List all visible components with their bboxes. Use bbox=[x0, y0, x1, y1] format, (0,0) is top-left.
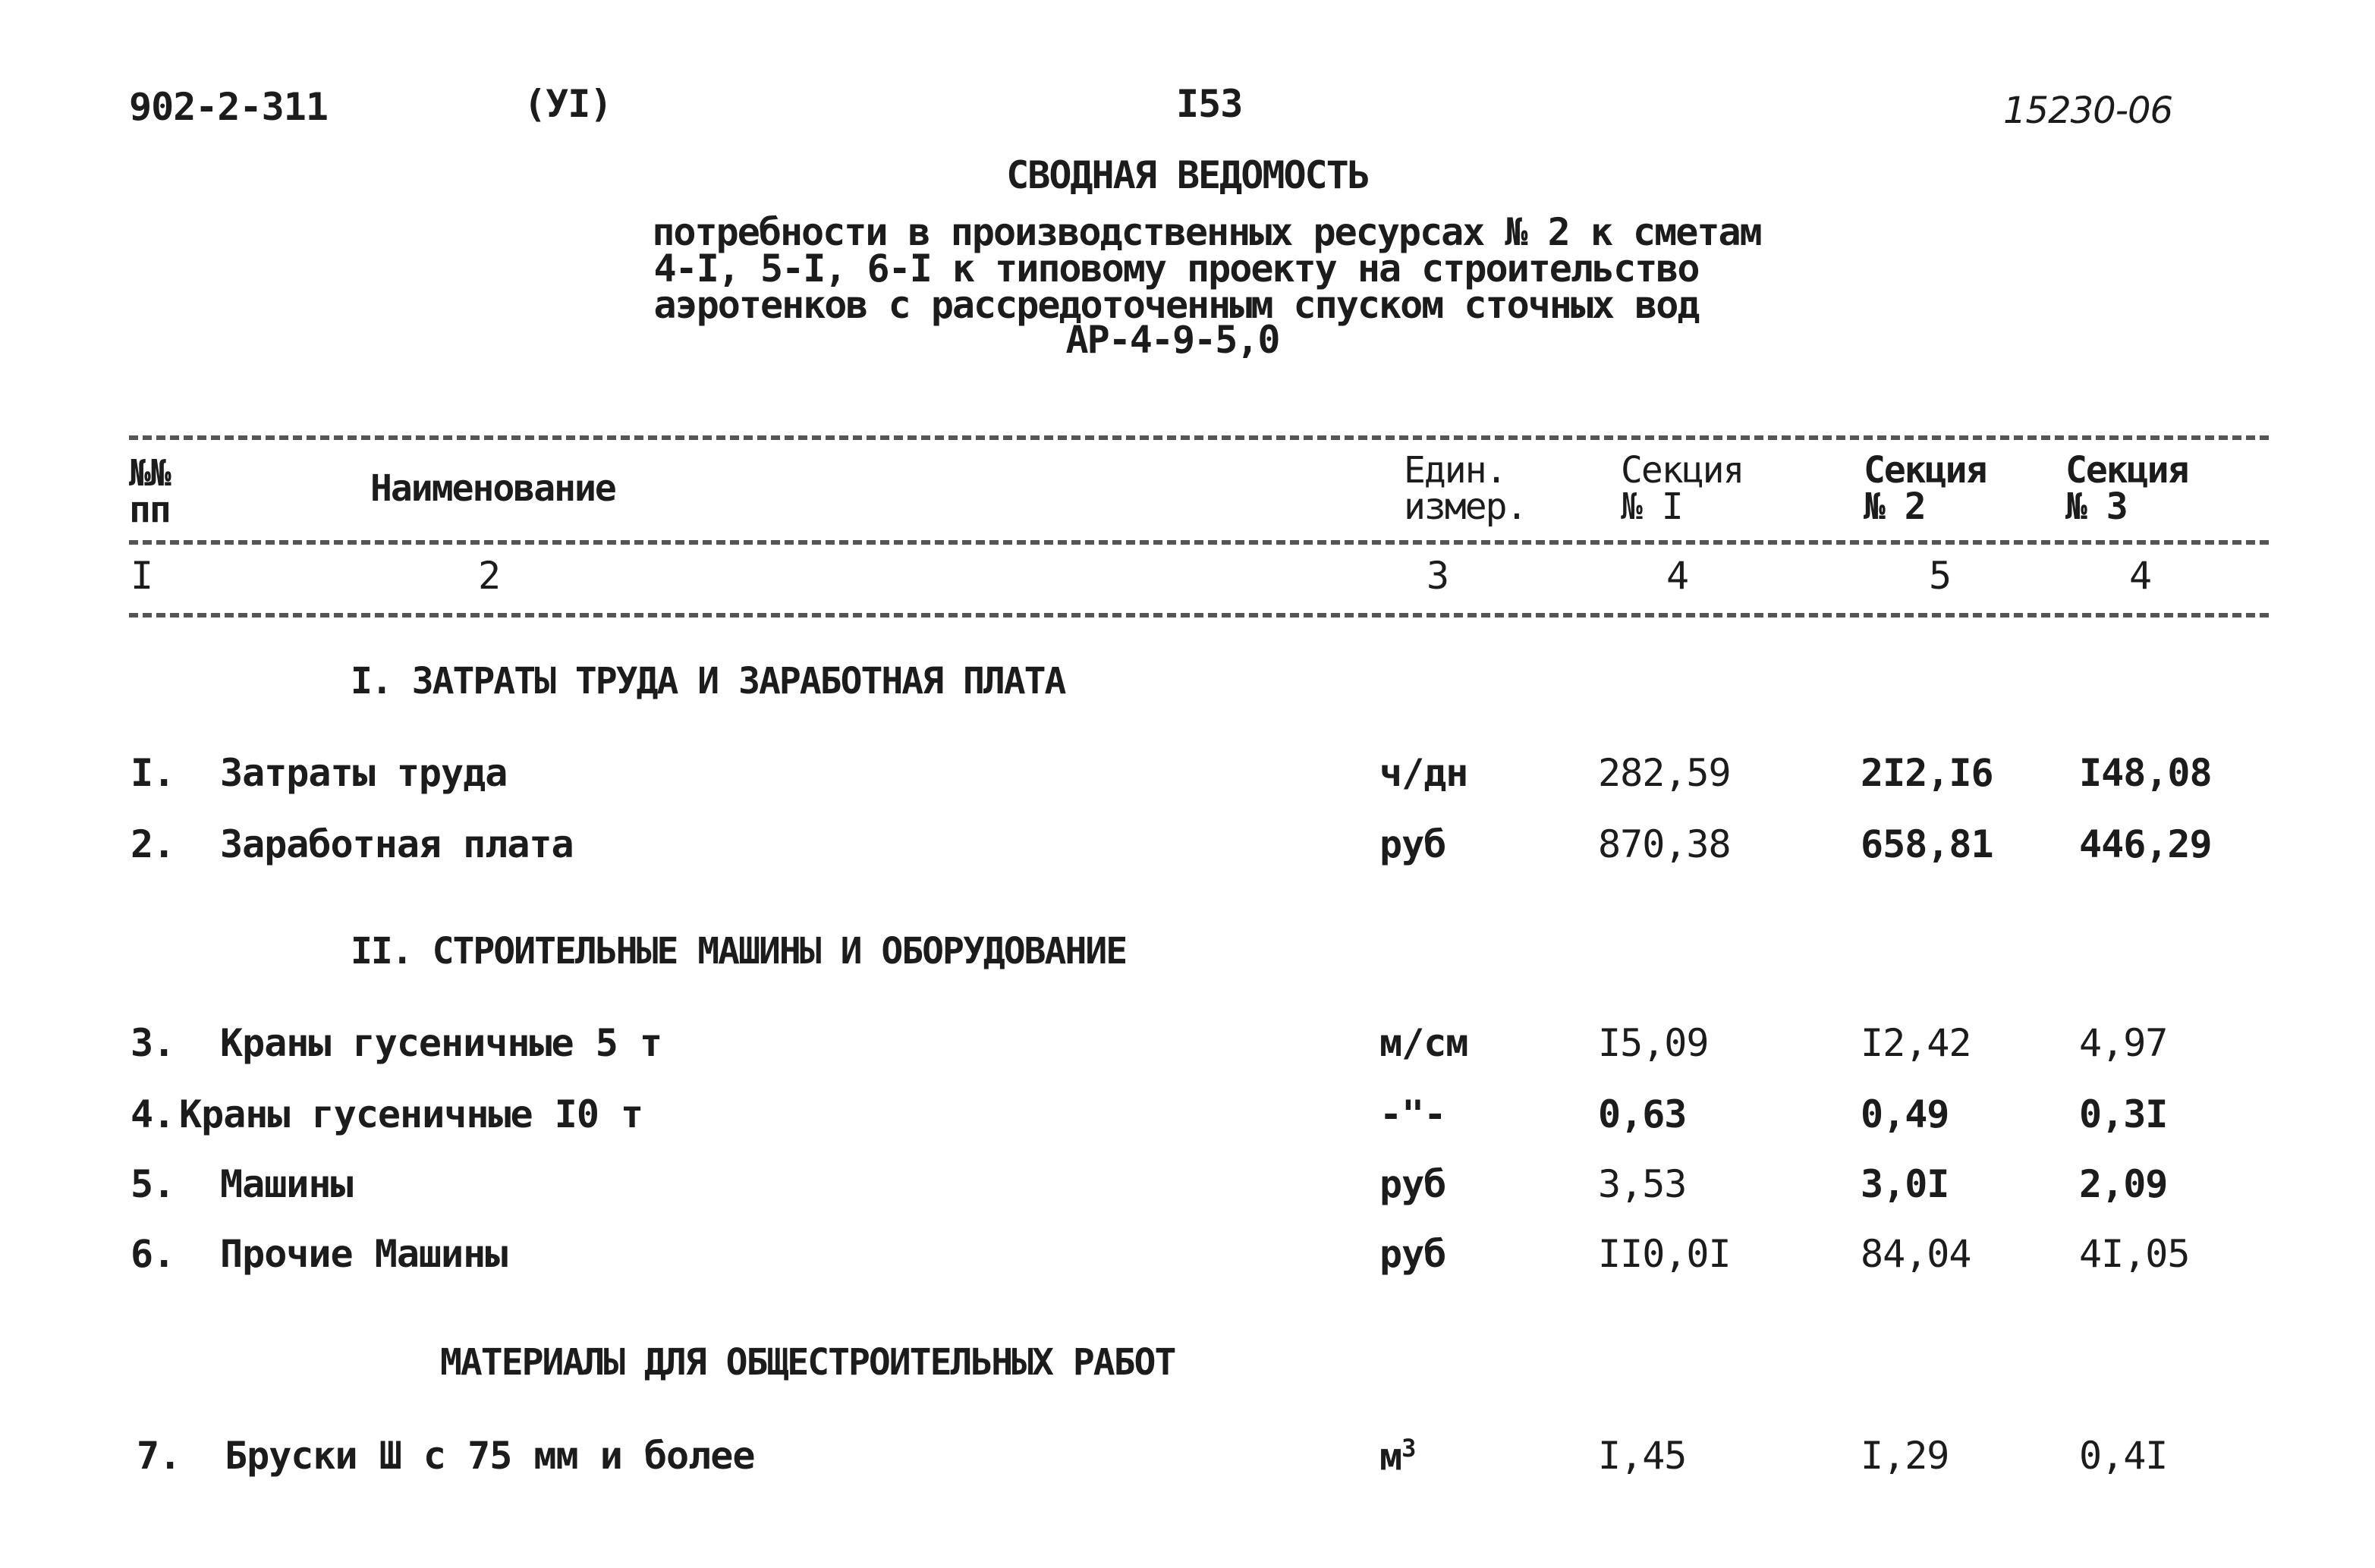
document-subtitle-line-1: потребности в производственных ресурсах № 2 к сметам bbox=[652, 210, 1761, 254]
sheet-code: 15230-06 bbox=[2003, 90, 2173, 132]
row-number: I. bbox=[131, 751, 175, 795]
row-name: Краны гусеничные 5 т bbox=[220, 1021, 662, 1065]
row-section-2-value: 2I2,I6 bbox=[1861, 751, 1993, 795]
row-section-2-value: 0,49 bbox=[1861, 1092, 1949, 1136]
row-unit: руб bbox=[1379, 1162, 1446, 1206]
row-section-3-value: 446,29 bbox=[2079, 822, 2212, 866]
table-header-rule bbox=[129, 540, 2269, 545]
row-section-2-value: 3,0I bbox=[1861, 1162, 1949, 1206]
row-section-3-value: 0,4I bbox=[2079, 1434, 2168, 1478]
album-number: (УI) bbox=[524, 82, 612, 126]
row-number: 2. bbox=[131, 822, 175, 866]
column-header-name: Наименование bbox=[370, 467, 615, 510]
row-section-2-value: I2,42 bbox=[1861, 1021, 1971, 1065]
row-unit: руб bbox=[1379, 822, 1446, 866]
row-section-1-value: II0,0I bbox=[1598, 1232, 1731, 1276]
row-section-1-value: I,45 bbox=[1598, 1434, 1687, 1478]
column-number-3: 3 bbox=[1427, 554, 1450, 598]
row-section-3-value: 2,09 bbox=[2079, 1162, 2168, 1206]
row-section-1-value: 3,53 bbox=[1598, 1162, 1687, 1206]
column-header-unit: Един. измер. bbox=[1404, 449, 1527, 528]
row-unit: ч/дн bbox=[1379, 751, 1468, 795]
row-unit: руб bbox=[1379, 1232, 1446, 1276]
row-section-1-value: 0,63 bbox=[1598, 1092, 1687, 1136]
row-name: Затраты труда bbox=[220, 751, 508, 795]
row-section-1-value: I5,09 bbox=[1598, 1021, 1709, 1065]
column-header-section-3: Секция № 3 bbox=[2065, 449, 2188, 528]
document-title: СВОДНАЯ ВЕДОМОСТЬ bbox=[1006, 153, 1369, 197]
row-number: 6. bbox=[131, 1232, 175, 1276]
column-header-number: №№ пп bbox=[129, 452, 170, 531]
document-subtitle-line-2: 4-I, 5-I, 6-I к типовому проекту на строительство bbox=[653, 247, 1699, 291]
column-number-1: I bbox=[131, 554, 154, 598]
row-unit: м/см bbox=[1379, 1021, 1468, 1065]
row-name: Машины bbox=[220, 1162, 353, 1206]
section-title-materials: МАТЕРИАЛЫ ДЛЯ ОБЩЕСТРОИТЕЛЬНЫХ РАБОТ bbox=[440, 1341, 1175, 1384]
section-title-labor: I. ЗАТРАТЫ ТРУДА И ЗАРАБОТНАЯ ПЛАТА bbox=[351, 660, 1065, 702]
row-number: 5. bbox=[131, 1162, 175, 1206]
row-name: Краны гусеничные I0 т bbox=[179, 1092, 643, 1136]
document-subtitle-line-3: аэротенков с рассредоточенным спуском сточных вод bbox=[653, 283, 1699, 327]
column-number-5: 5 bbox=[1929, 554, 1952, 598]
document-subtitle-line-4: АР-4-9-5,0 bbox=[1065, 318, 1279, 362]
row-section-2-value: 84,04 bbox=[1861, 1232, 1971, 1276]
row-section-3-value: I48,08 bbox=[2079, 751, 2212, 795]
page-number: I53 bbox=[1176, 82, 1243, 126]
column-number-2: 2 bbox=[478, 554, 502, 598]
row-section-2-value: I,29 bbox=[1861, 1434, 1949, 1478]
table-numbering-rule bbox=[129, 613, 2269, 617]
row-unit: $м^3$ bbox=[1379, 1434, 1416, 1479]
table-top-rule bbox=[129, 435, 2269, 440]
column-number-6: 4 bbox=[2129, 554, 2153, 598]
row-section-1-value: 870,38 bbox=[1598, 822, 1731, 866]
row-name: Бруски Ш с 75 мм и более bbox=[225, 1434, 755, 1478]
row-section-2-value: 658,81 bbox=[1861, 822, 1993, 866]
row-section-3-value: 4,97 bbox=[2079, 1021, 2168, 1065]
column-header-section-1: Секция № I bbox=[1621, 449, 1744, 528]
row-number: 3. bbox=[131, 1021, 175, 1065]
row-unit: -"- bbox=[1379, 1092, 1446, 1136]
column-header-section-2: Секция № 2 bbox=[1864, 449, 1987, 528]
section-title-machines: II. СТРОИТЕЛЬНЫЕ МАШИНЫ И ОБОРУДОВАНИЕ bbox=[351, 930, 1127, 973]
column-number-4: 4 bbox=[1666, 554, 1690, 598]
row-number: 4. bbox=[131, 1092, 175, 1136]
row-name: Заработная плата bbox=[220, 822, 574, 866]
row-number: 7. bbox=[137, 1434, 181, 1478]
row-section-1-value: 282,59 bbox=[1598, 751, 1731, 795]
row-section-3-value: 4I,05 bbox=[2079, 1232, 2190, 1276]
row-section-3-value: 0,3I bbox=[2079, 1092, 2168, 1136]
project-code: 902-2-311 bbox=[129, 85, 328, 129]
row-name: Прочие Машины bbox=[220, 1232, 508, 1276]
